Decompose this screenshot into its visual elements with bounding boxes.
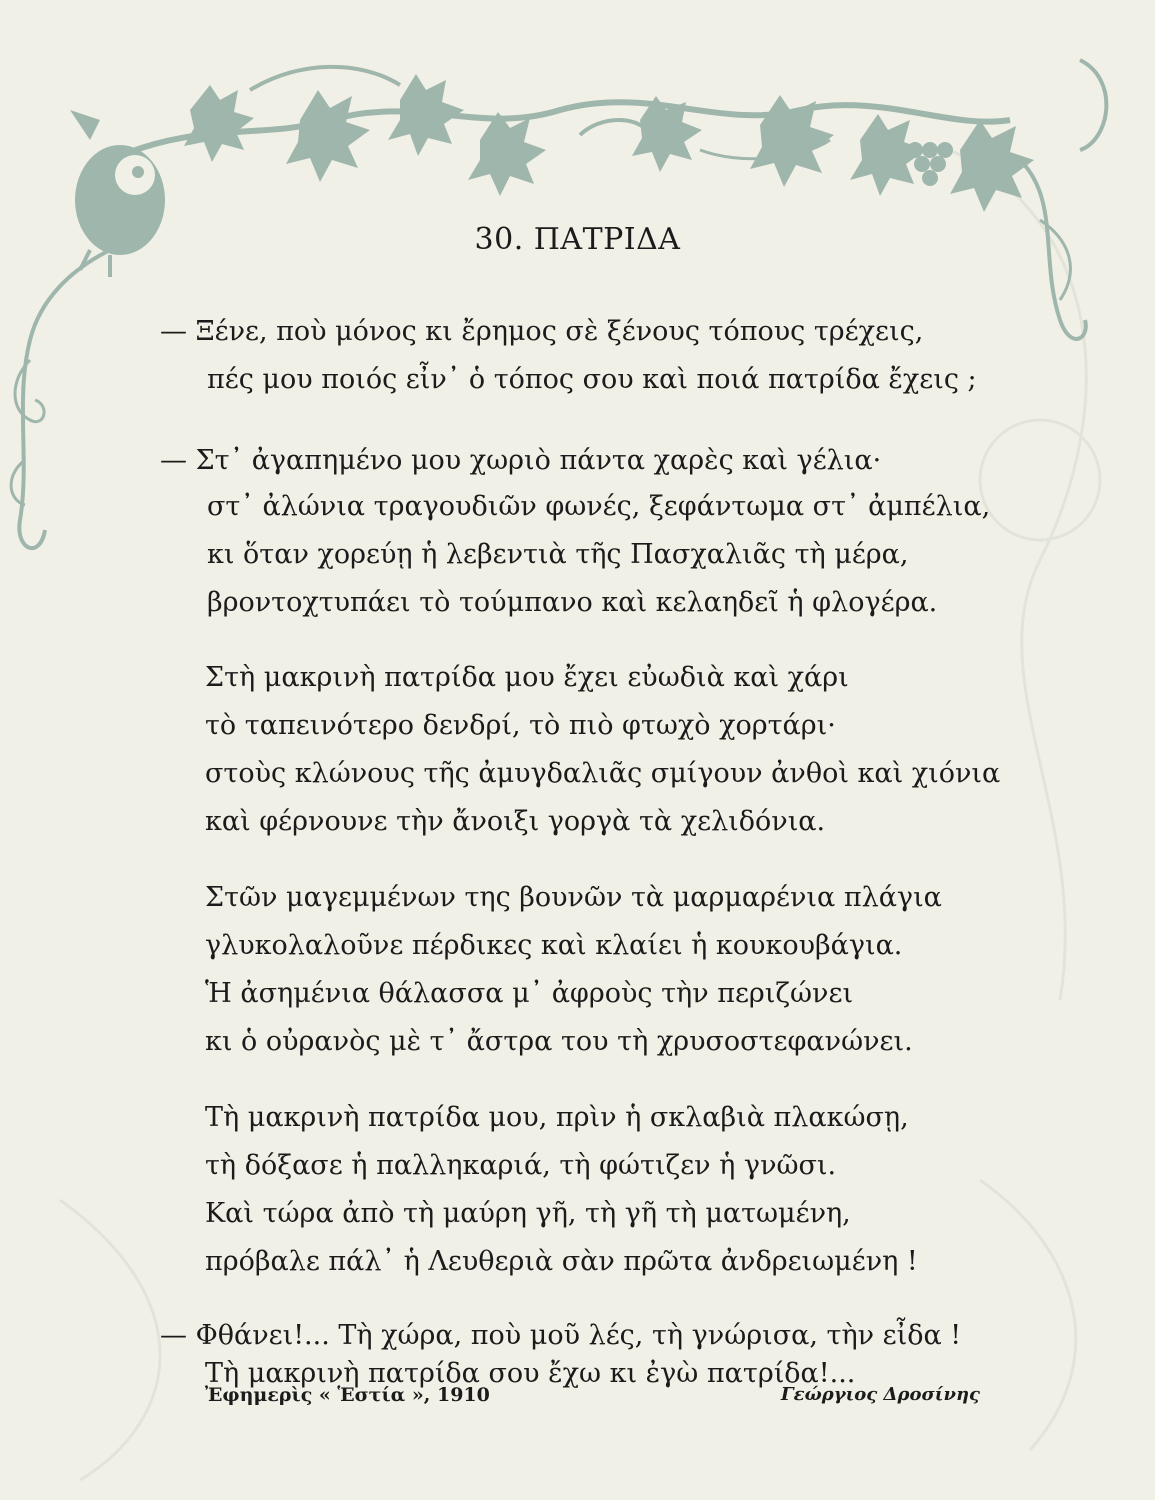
poem-line: βροντοχτυπάει τὸ τούμπανο καὶ κελαηδεῖ ἡ φλογέρα. bbox=[207, 587, 938, 618]
poem-line: — Φθάνει!... Τὴ χώρα, ποὺ μοῦ λές, τὴ γνώρισα, τὴν εἶδα ! bbox=[160, 1320, 962, 1351]
poem-line: τὸ ταπεινότερο δενδρί, τὸ πιὸ φτωχὸ χορτάρι· bbox=[205, 710, 836, 741]
poem-line: τὴ δόξασε ἡ παλληκαριά, τὴ φώτιζεν ἡ γνῶσι. bbox=[205, 1150, 837, 1181]
poem-line: Τὴ μακρινὴ πατρίδα σου ἔχω κι ἐγὼ πατρίδα!... bbox=[205, 1358, 856, 1389]
poem-line: πές μου ποιός εἶν᾽ ὁ τόπος σου καὶ ποιά πατρίδα ἔχεις ; bbox=[207, 364, 977, 395]
poem-line: Ἡ ἀσημένια θάλασσα μ᾽ ἀφροὺς τὴν περιζώνει bbox=[205, 978, 854, 1009]
source-citation: Ἐφημερὶς « Ἑστία », 1910 bbox=[205, 1384, 490, 1406]
poem-line: Στῶν μαγεμμένων της βουνῶν τὰ μαρμαρένια πλάγια bbox=[205, 882, 942, 913]
poem-line: κι ὁ οὐρανὸς μὲ τ᾽ ἄστρα του τὴ χρυσοστεφανώνει. bbox=[205, 1026, 913, 1057]
poem-line: Καὶ τώρα ἀπὸ τὴ μαύρη γῆ, τὴ γῆ τὴ ματωμένη, bbox=[205, 1198, 851, 1229]
poem-line: Τὴ μακρινὴ πατρίδα μου, πρὶν ἡ σκλαβιὰ πλακώσῃ, bbox=[205, 1102, 909, 1133]
poem-line: Στὴ μακρινὴ πατρίδα μου ἔχει εὐωδιὰ καὶ χάρι bbox=[205, 662, 849, 693]
poem-line: γλυκολαλοῦνε πέρδικες καὶ κλαίει ἡ κουκουβάγια. bbox=[205, 930, 903, 961]
poem-line: στοὺς κλώνους τῆς ἀμυγδαλιᾶς σμίγουν ἀνθοὶ καὶ χιόνια bbox=[205, 758, 1001, 789]
poem-line: κι ὅταν χορεύῃ ἡ λεβεντιὰ τῆς Πασχαλιᾶς τὴ μέρα, bbox=[207, 539, 909, 570]
poem-line: — Στ᾽ ἀγαπημένο μου χωριὸ πάντα χαρὲς καὶ γέλια· bbox=[160, 445, 882, 476]
poem-line: — Ξένε, ποὺ μόνος κι ἔρημος σὲ ξένους τόπους τρέχεις, bbox=[160, 316, 924, 347]
poem-line: καὶ φέρνουνε τὴν ἄνοιξι γοργὰ τὰ χελιδόνια. bbox=[205, 806, 826, 837]
poem-title: 30. ΠΑΤΡΙΔΑ bbox=[474, 222, 681, 257]
poem-line: πρόβαλε πάλ᾽ ἡ Λευθεριὰ σὰν πρῶτα ἀνδρειωμένη ! bbox=[205, 1246, 918, 1277]
author-name: Γεώργιος Δροσίνης bbox=[780, 1384, 980, 1405]
poem-line: στ᾽ ἀλώνια τραγουδιῶν φωνές, ξεφάντωμα στ᾽ ἀμπέλια, bbox=[207, 491, 991, 522]
vine-ornament bbox=[0, 0, 1155, 570]
